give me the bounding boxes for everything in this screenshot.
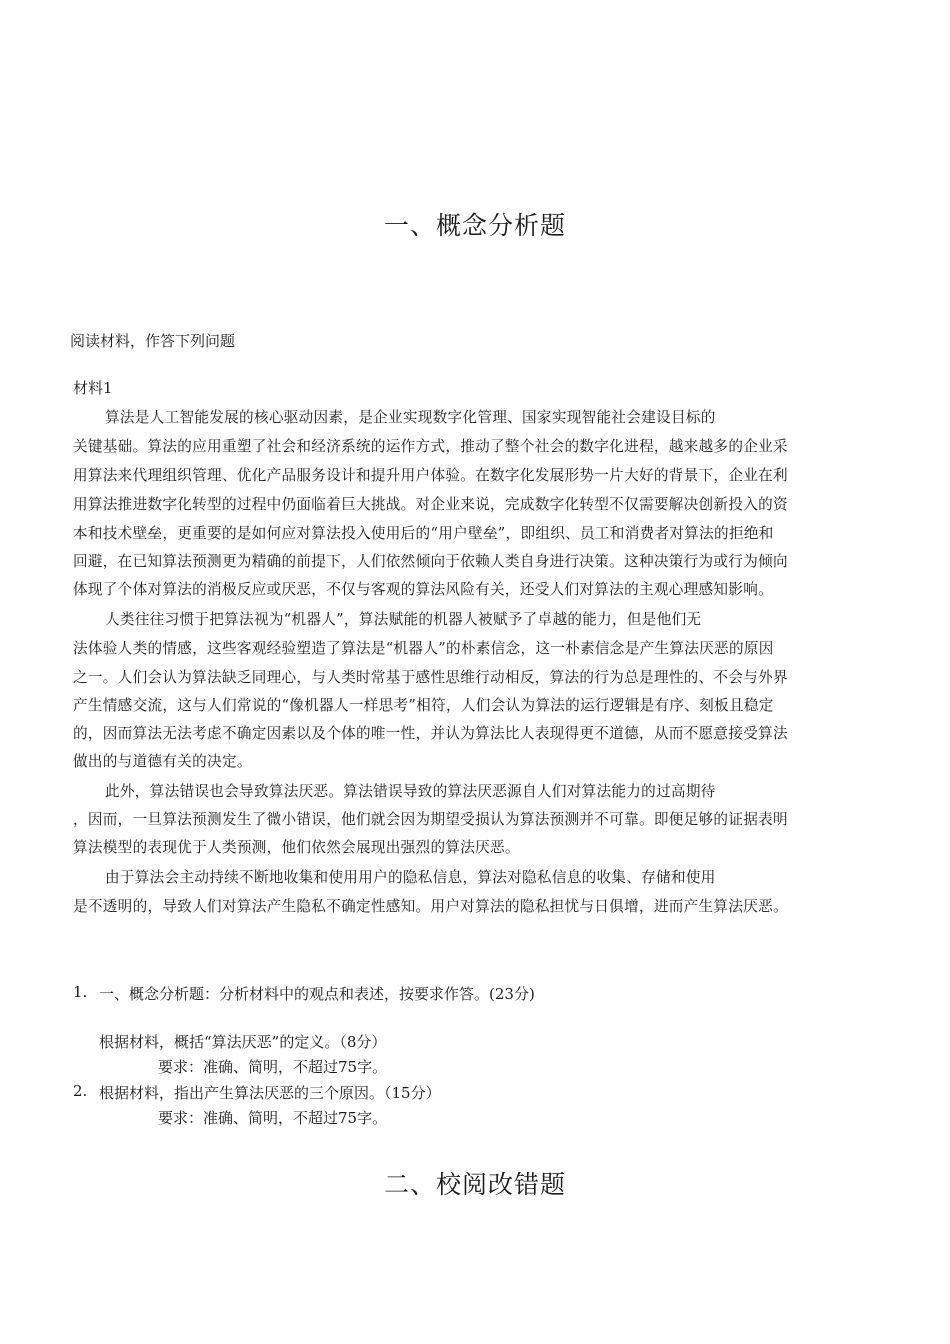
question-text: 一、概念分析题：分析材料中的观点和表述，按要求作答。(23分) [99, 985, 535, 1003]
section-title-proofreading: 二、校阅改错题 [383, 1170, 566, 1199]
material-line: 之一。人们会认为算法缺乏同理心，与人类时常基于感性思维行动相反，算法的行为总是理性的、不会与外界 [73, 669, 788, 686]
question-number: 1. [73, 983, 88, 1001]
question-requirement: 要求：准确、简明，不超过75字。 [158, 1109, 388, 1127]
material-line: 本和技术壁垒，更重要的是如何应对算法投入使用后的“用户壁垒”，即组织、员工和消费者对算法的拒绝和 [73, 525, 774, 542]
material-line: 用算法推进数字化转型的过程中仍面临着巨大挑战。对企业来说，完成数字化转型不仅需要解决创新投入的资 [73, 496, 788, 513]
material-line: 产生情感交流，这与人们常说的“像机器人一样思考”相符，人们会认为算法的运行逻辑是有序、刻板且稳定 [73, 697, 774, 714]
question-number: 2. [73, 1082, 88, 1100]
material-line: 用算法来代理组织管理、优化产品服务设计和提升用户体验。在数字化发展形势一片大好的背景下，企业在利 [73, 467, 788, 484]
material-line: 是不透明的，导致人们对算法产生隐私不确定性感知。用户对算法的隐私担忧与日俱增，进而产生算法厌恶。 [73, 898, 788, 915]
material-line: 算法模型的表现优于人类预测，他们依然会展现出强烈的算法厌恶。 [73, 839, 520, 856]
question-requirement: 要求：准确、简明，不超过75字。 [158, 1058, 388, 1076]
material-line: 此外，算法错误也会导致算法厌恶。算法错误导致的算法厌恶源自人们对算法能力的过高期待 [105, 783, 716, 800]
material-line: 做出的与道德有关的决定。 [73, 753, 252, 770]
material-line: 关键基础。算法的应用重塑了社会和经济系统的运作方式，推动了整个社会的数字化进程，越来越多的企业采 [73, 438, 788, 455]
reading-instruction: 阅读材料，作答下列问题 [70, 332, 236, 350]
material-line: 由于算法会主动持续不断地收集和使用用户的隐私信息，算法对隐私信息的收集、存储和使用 [105, 869, 716, 886]
material-label: 材料1 [73, 379, 113, 397]
material-line: 人类往往习惯于把算法视为“机器人”，算法赋能的机器人被赋予了卓越的能力，但是他们无 [105, 611, 702, 628]
material-line: ，因而，一旦算法预测发生了微小错误，他们就会因为期望受损认为算法预测并不可靠。即便足够的证据表明 [73, 811, 788, 828]
section-title-concept-analysis: 一、概念分析题 [383, 211, 566, 240]
sub-question-text: 根据材料，概括“算法厌恶”的定义。（8分） [99, 1033, 387, 1051]
material-line: 回避，在已知算法预测更为精确的前提下，人们依然倾向于依赖人类自身进行决策。这种决策行为或行为倾向 [73, 553, 788, 570]
material-line: 体现了个体对算法的消极反应或厌恶，不仅与客观的算法风险有关，还受人们对算法的主观心理感知影响。 [73, 581, 774, 598]
material-line: 算法是人工智能发展的核心驱动因素，是企业实现数字化管理、国家实现智能社会建设目标的 [105, 409, 716, 426]
question-text: 根据材料，指出产生算法厌恶的三个原因。（15分） [99, 1084, 441, 1102]
material-line: 法体验人类的情感，这些客观经验塑造了算法是“机器人”的朴素信念，这一朴素信念是产生算法厌恶的原因 [73, 640, 774, 657]
material-line: 的，因而算法无法考虑不确定因素以及个体的唯一性，并认为算法比人表现得更不道德，从而不愿意接受算法 [73, 725, 788, 742]
